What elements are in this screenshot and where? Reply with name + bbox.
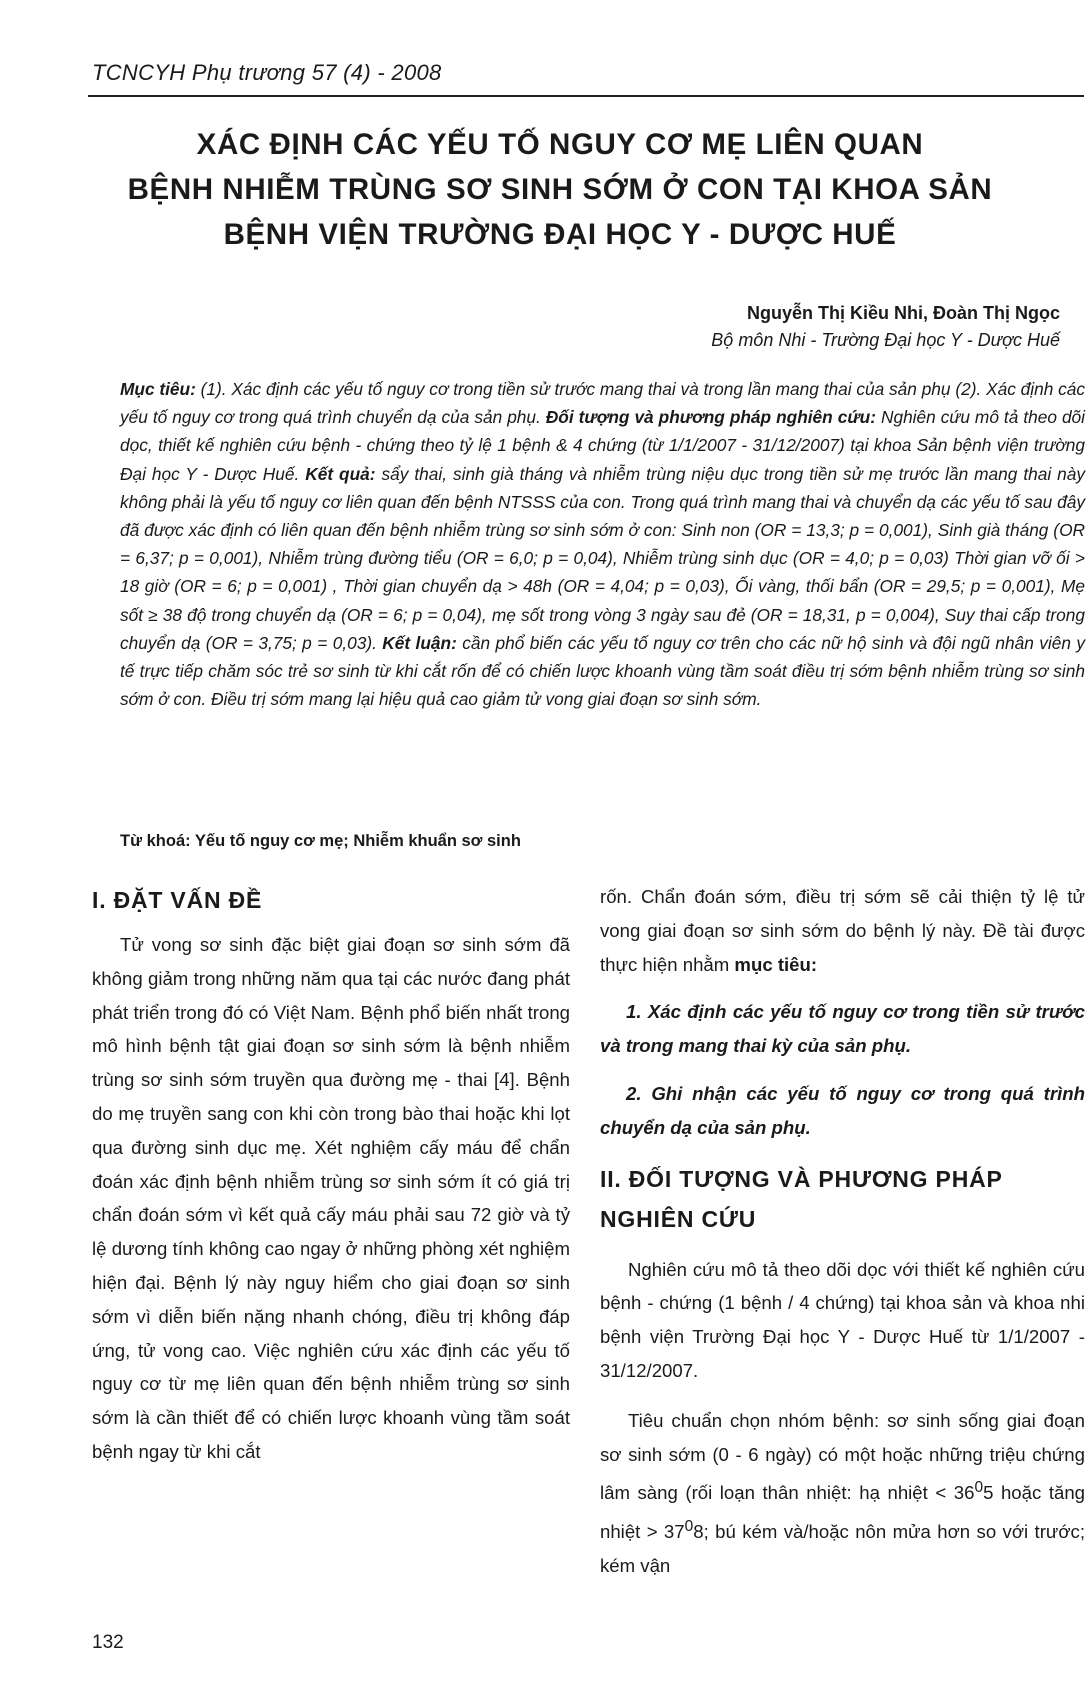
- abstract-objective-label: Mục tiêu:: [120, 379, 196, 399]
- goal-1: 1. Xác định các yếu tố nguy cơ trong tiền sử trước và trong mang thai kỳ của sản phụ.: [600, 1001, 1085, 1057]
- abstract-conclusion-text: cần phổ biến các yếu tố nguy cơ trên cho các nữ hộ sinh và đội ngũ nhân viên y tế trực tiếp chăm sóc trẻ sơ sinh từ khi cắt rốn để có chiến lược khoanh vùng tầm soát điều trị sớm bệnh nhiễm trùng sơ sinh sớm ở con. Điều trị sớm mang lại hiệu quả cao giảm tử vong giai đoạn sơ sinh sớm.: [120, 632, 1085, 710]
- abstract-results-label: Kết quả:: [305, 463, 376, 484]
- title-line-3: BỆNH VIỆN TRƯỜNG ĐẠI HỌC Y - DƯỢC HUẾ: [223, 218, 897, 251]
- title-line-2: BỆNH NHIỄM TRÙNG SƠ SINH SỚM Ở CON TẠI KHOA SẢN: [127, 173, 993, 206]
- header-rule: [88, 95, 1084, 97]
- abstract-objective-text: (1). Xác định các yếu tố nguy cơ trong tiền sử trước mang thai và trong lần mang thai của sản phụ (2). Xác định các yếu tố nguy cơ trong quá trình chuyển dạ của sản phụ.: [120, 379, 1086, 428]
- abstract-conclusion-label: Kết luận:: [382, 632, 457, 653]
- section-1-paragraph: Tử vong sơ sinh đặc biệt giai đoạn sơ sinh sớm đã không giảm trong những năm qua tại các nước đang phát phát triển trong đó có Việt Nam. Bệnh phổ biến nhất trong mô hình bệnh tật giai đoạn sơ sinh sớm là bệnh nhiễm trùng sơ sinh sớm truyền qua đường mẹ - thai [4]. Bệnh do mẹ truyền sang con khi còn trong bào thai hoặc khi lọt qua đường sinh dục mẹ. Xét nghiệm cấy máu để chẩn đoán xác định bệnh nhiễm trùng sơ sinh sớm ít có giá trị chẩn đoán sớm vì kết quả cấy máu phải sau 72 giờ và tỷ lệ dương tính không cao ngay ở những phòng xét nghiệm hiện đại. Bệnh lý này nguy hiểm cho giai đoạn sơ sinh sớm vì diễn biến nặng nhanh chóng, điều trị không đáp ứng, tử vong cao. Việc nghiên cứu xác định các yếu tố nguy cơ từ mẹ liên quan đến bệnh nhiễm trùng sơ sinh sớm là cần thiết để có chiến lược khoanh vùng tầm soát bệnh ngay từ khi cắt: [92, 934, 570, 1462]
- page-number: 132: [92, 1632, 124, 1653]
- abstract-methods-label: Đối tượng và phương pháp nghiên cứu:: [545, 407, 876, 428]
- goals-label: mục tiêu:: [734, 953, 818, 975]
- criteria-text-mid: 5 hoặc tăng nhiệt > 37: [600, 1482, 1086, 1543]
- criteria-text-start: Tiêu chuẩn chọn nhóm bệnh: sơ sinh sống giai đoạn sơ sinh sớm (0 - 6 ngày) có một hoặc những triệu chứng lâm sàng (rối loạn thân nhiệt: hạ nhiệt < 36: [600, 1409, 1085, 1504]
- left-column: [92, 880, 570, 1469]
- temp-high-superscript: 0: [684, 1518, 694, 1536]
- author-names: Nguyễn Thị Kiều Nhi, Đoàn Thị Ngọc: [747, 303, 1060, 323]
- temp-low-superscript: 0: [974, 1479, 984, 1497]
- title-line-1: XÁC ĐỊNH CÁC YẾU TỐ NGUY CƠ MẸ LIÊN QUAN: [196, 128, 924, 161]
- section-1-heading: I. ĐẶT VẤN ĐỀ: [92, 887, 263, 913]
- section-2-paragraph-2: [600, 1404, 1085, 1583]
- author-affiliation: Bộ môn Nhi - Trường Đại học Y - Dược Huế: [711, 330, 1060, 350]
- goal-2: 2. Ghi nhận các yếu tố nguy cơ trong quá trình chuyển dạ của sản phụ.: [600, 1082, 1085, 1138]
- right-column: [600, 880, 1085, 1583]
- author-block: [711, 300, 1060, 354]
- section-2-paragraph-1: Nghiên cứu mô tả theo dõi dọc với thiết kế nghiên cứu bệnh - chứng (1 bệnh / 4 chứng) tại khoa sản và khoa nhi bệnh viện Trường Đại học Y - Dược Huế từ 1/1/2007 - 31/12/2007.: [600, 1258, 1085, 1381]
- running-head: TCNCYH Phụ trương 57 (4) - 2008: [92, 60, 442, 85]
- section-2-heading: II. ĐỐI TƯỢNG VÀ PHƯƠNG PHÁP NGHIÊN CỨU: [600, 1165, 1003, 1232]
- criteria-text-end: 8; bú kém và/hoặc nôn mửa hơn so với trước; kém vận: [600, 1521, 1085, 1577]
- continuation-text: rốn. Chẩn đoán sớm, điều trị sớm sẽ cải thiện tỷ lệ tử vong giai đoạn sơ sinh sớm do bệnh lý này. Đề tài được thực hiện nhằm: [600, 886, 1085, 975]
- abstract-results-text: sẩy thai, sinh già tháng và nhiễm trùng niệu dục trong tiền sử mẹ trước lần mang thai này không phải là yếu tố nguy cơ liên quan đến bệnh NTSSS của con. Trong quá trình mang thai và chuyển dạ các yếu tố sau đây đã được xác định có liên quan đến bệnh nhiễm trùng sơ sinh sớm ở con: Sinh non (OR = 13,3; p = 0,001), Sinh già tháng (OR = 6,37; p = 0,001), Nhiễm trùng đường tiểu (OR = 6,0; p = 0,04), Nhiễm trùng sinh dục (OR = 4,0; p = 0,03) Thời gian vỡ ối > 18 giờ (OR = 6; p = 0,001) , Thời gian chuyển dạ > 48h (OR = 4,04; p = 0,03), Ối vàng, thối bẩn (OR = 29,5; p = 0,001), Mẹ sốt ≥ 38 độ trong chuyển dạ (OR = 6; p = 0,04), mẹ sốt trong vòng 3 ngày sau đẻ (OR = 18,31, p = 0,004), Suy thai cấp trong chuyển dạ (OR = 3,75; p = 0,03).: [120, 463, 1086, 653]
- keywords: Từ khoá: Yếu tố nguy cơ mẹ; Nhiễm khuẩn sơ sinh: [120, 832, 521, 850]
- abstract-methods-text: Nghiên cứu mô tả theo dõi dọc, thiết kế nghiên cứu bệnh - chứng theo tỷ lệ 1 bệnh & 4 chứng (từ 1/1/2007 - 31/12/2007) tại khoa Sản bệnh viện trường Đại học Y - Dược Huế.: [120, 407, 1086, 484]
- section-1-continuation: [600, 880, 1085, 981]
- article-title: [120, 122, 1000, 257]
- abstract: [120, 375, 1085, 713]
